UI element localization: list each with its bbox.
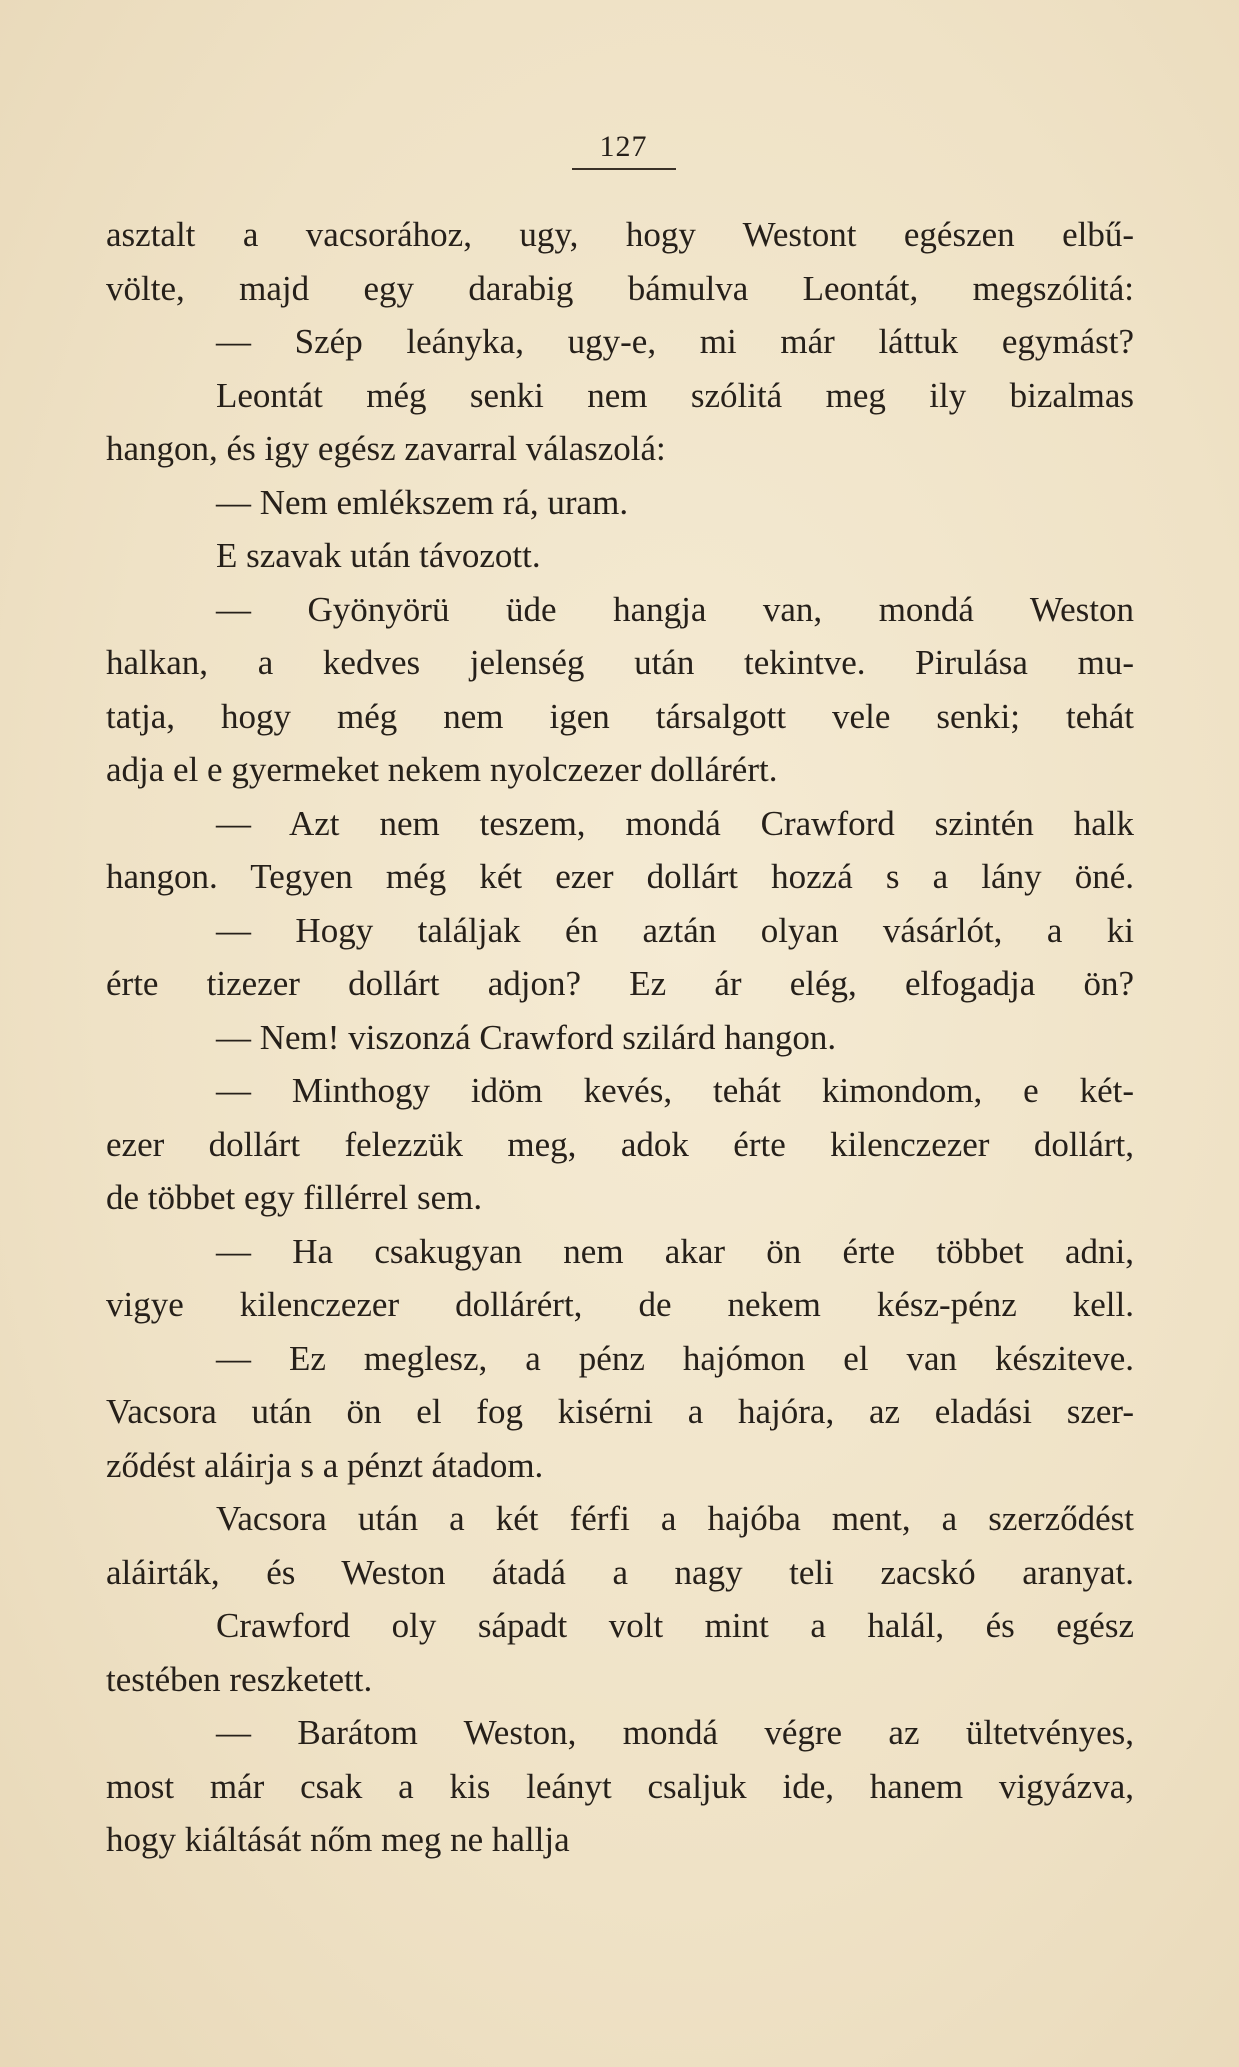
text-line: — Nem! viszonzá Crawford szilárd hangon.	[216, 1017, 837, 1057]
page-number: 127	[572, 130, 676, 170]
page-header	[0, 130, 1239, 170]
text-line: adja el e gyermeket nekem nyolczezer dollárért.	[106, 750, 778, 789]
text-line: — Barátom Weston, mondá végre az ültetvényes,	[216, 1713, 1134, 1752]
text-line: testében reszketett.	[106, 1659, 373, 1699]
text-line: Leontát még senki nem szólitá meg ily bizalmas	[216, 375, 1134, 415]
text-line: tatja, hogy még nem igen társalgott vele senki; tehát	[106, 696, 1134, 736]
text-line: hangon. Tegyen még két ezer dollárt hozzá s a lány öné.	[106, 857, 1134, 896]
text-line: — Ha csakugyan nem akar ön érte többet adni,	[216, 1231, 1134, 1271]
text-line: — Azt nem teszem, mondá Crawford szintén halk	[216, 803, 1134, 843]
text-line: ződést aláirja s a pénzt átadom.	[106, 1445, 544, 1485]
text-line: — Gyönyörü üde hangja van, mondá Weston	[216, 589, 1134, 629]
text-line: — Ez meglesz, a pénz hajómon el van késziteve.	[216, 1338, 1134, 1378]
text-line: Vacsora után a két férfi a hajóba ment, a szerződést	[216, 1499, 1134, 1538]
text-line: halkan, a kedves jelenség után tekintve. Pirulása mu-	[106, 643, 1134, 682]
text-line: ezer dollárt felezzük meg, adok érte kilenczezer dollárt,	[106, 1124, 1134, 1164]
text-line: hangon, és igy egész zavarral válaszolá:	[106, 429, 666, 468]
text-line: aláirták, és Weston átadá a nagy teli zacskó aranyat.	[106, 1552, 1134, 1592]
text-line: völte, majd egy darabig bámulva Leontát, megszólitá:	[106, 268, 1134, 308]
text-line: hogy kiáltását nőm meg ne hallja	[106, 1820, 570, 1859]
text-line: — Minthogy idöm kevés, tehát kimondom, e két-	[216, 1071, 1134, 1110]
text-line: — Hogy találjak én aztán olyan vásárlót, a ki	[216, 910, 1134, 950]
text-line: Vacsora után ön el fog kisérni a hajóra, az eladási szer-	[106, 1392, 1134, 1431]
text-line: — Szép leányka, ugy-e, mi már láttuk egymást?	[216, 322, 1134, 361]
text-line: most már csak a kis leányt csaljuk ide, hanem vigyázva,	[106, 1766, 1134, 1806]
text-line: vigye kilenczezer dollárért, de nekem kész-pénz kell.	[106, 1285, 1134, 1324]
text-line: asztalt a vacsorához, ugy, hogy Westont egészen elbű-	[106, 215, 1134, 254]
text-line: Crawford oly sápadt volt mint a halál, és egész	[216, 1606, 1134, 1645]
text-line: de többet egy fillérrel sem.	[106, 1178, 483, 1217]
body-text	[106, 208, 1134, 1867]
text-line: — Nem emlékszem rá, uram.	[216, 482, 629, 522]
text-line: érte tizezer dollárt adjon? Ez ár elég, elfogadja ön?	[106, 964, 1134, 1003]
text-line: E szavak után távozott.	[216, 536, 541, 575]
